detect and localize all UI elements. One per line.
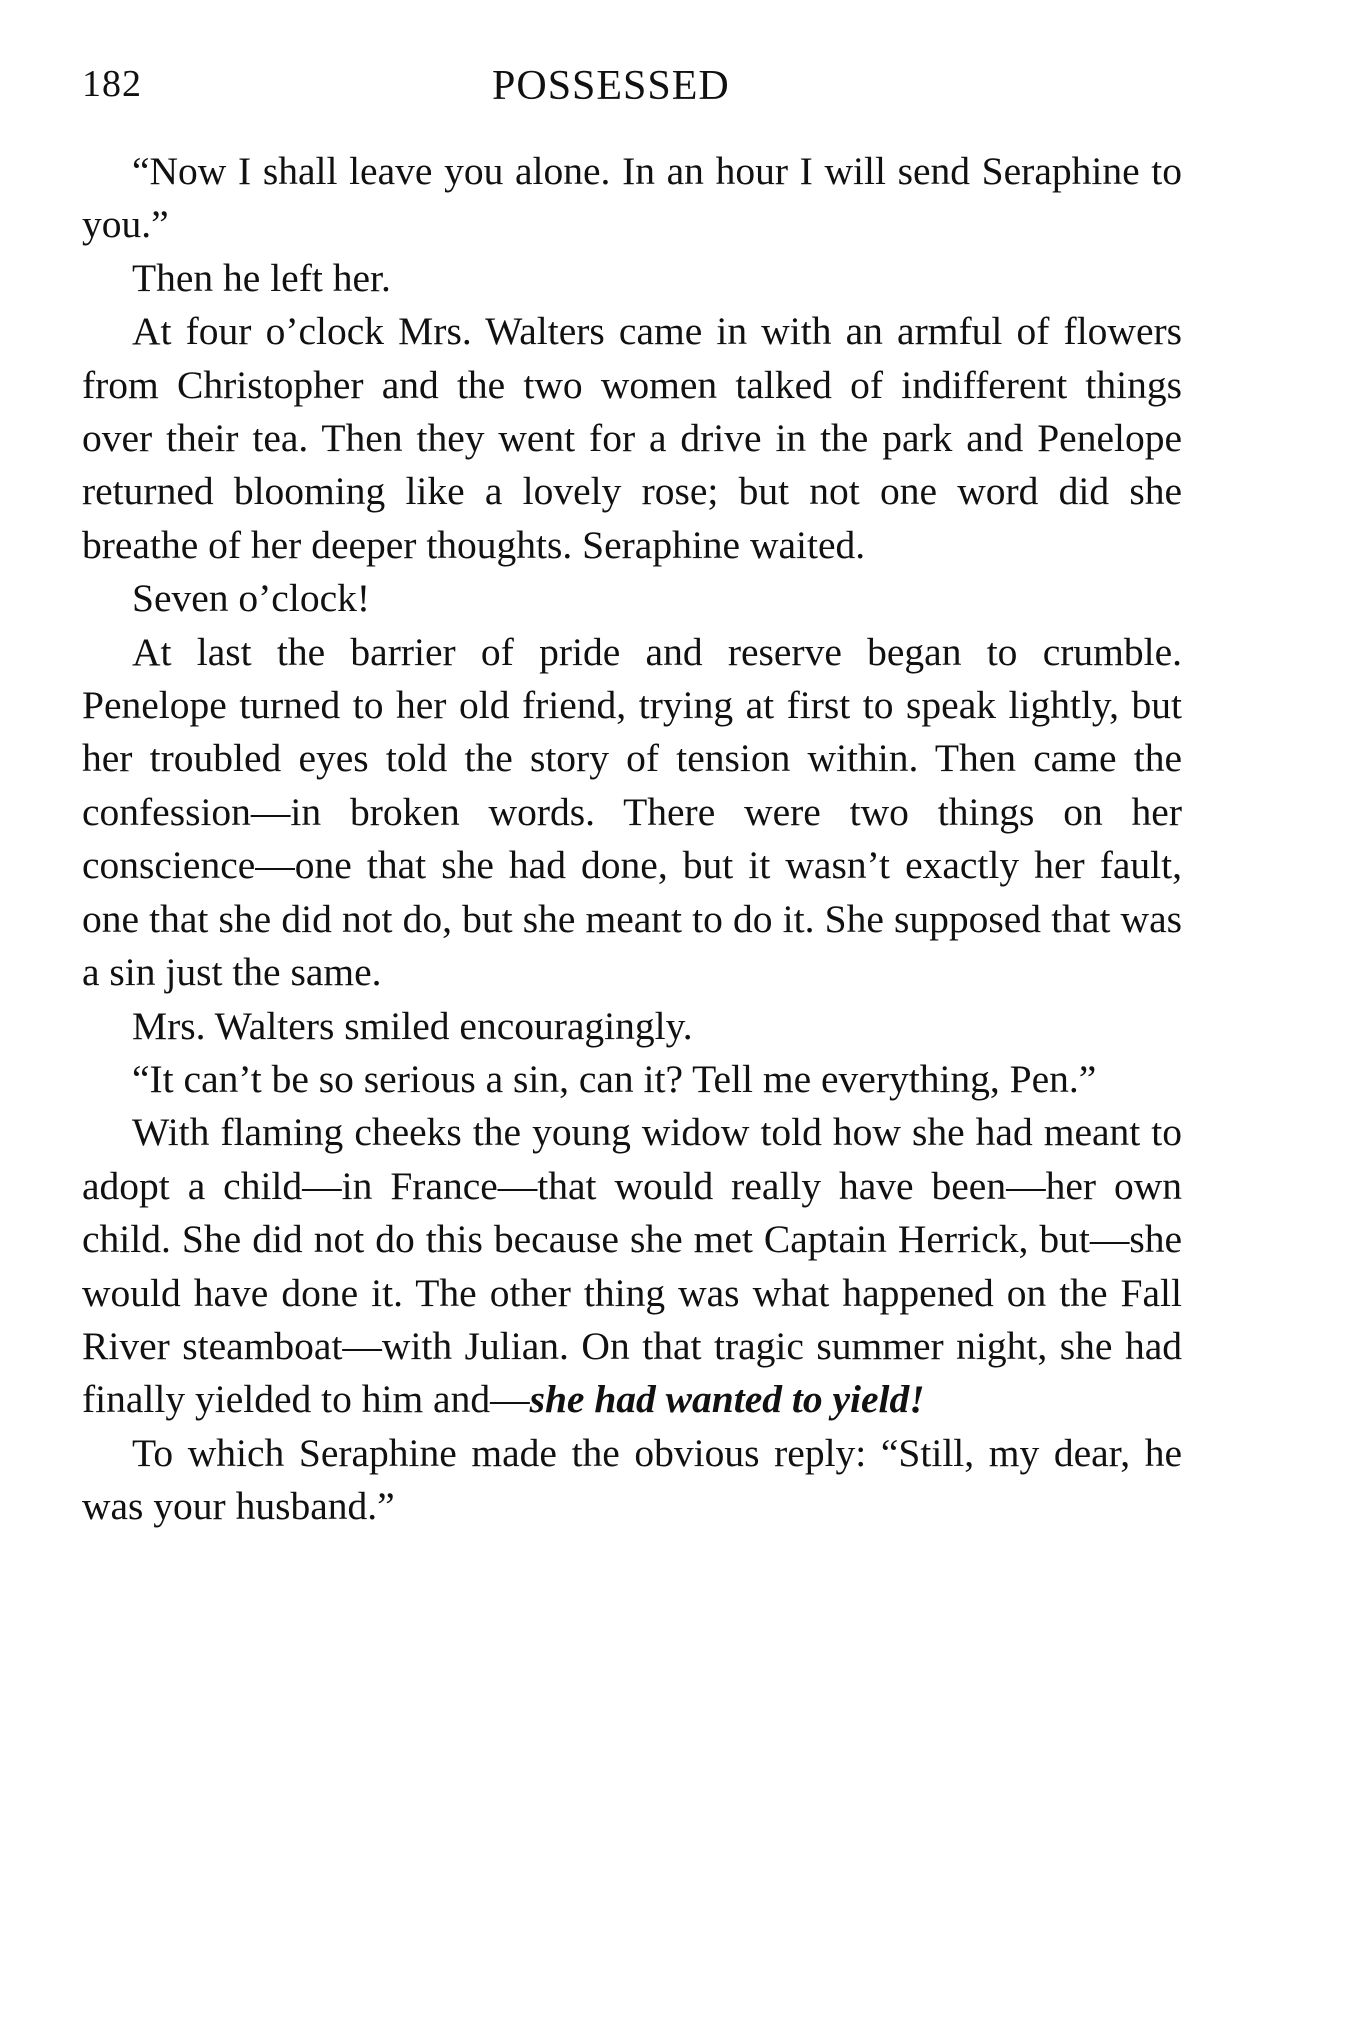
paragraph: At four o’clock Mrs. Walters came in with an armful of flowers from Christopher and the two women talked of indifferent things over their tea. Then they went for a drive in the park and Penelope returned blooming like a lovely rose; but not one word did she breathe of her deeper thoughts. Seraphine waited. <box>82 309 1182 567</box>
paragraph: To which Seraphine made the obvious reply: “Still, my dear, he was your husband.” <box>82 1430 1182 1529</box>
paragraph: “It can’t be so serious a sin, can it? Tell me everything, Pen.” <box>132 1056 1097 1101</box>
paragraph-text: With flaming cheeks the young widow told how she had meant to adopt a child—in France—that would really have been—her own child. She did not do this because she met Captain Herrick, but—she would have done it. The other thing was what happened on the Fall River steamboat—with Julian. On that tragic summer night, she had finally yielded to him and— <box>82 1110 1182 1422</box>
paragraph: At last the barrier of pride and reserve began to crumble. Penelope turned to her old friend, trying at first to speak lightly, but her troubled eyes told the story of tension within. Then came the confession—in broken words. There were two things on her conscience—one that she had done, but it wasn’t exactly her fault, one that she did not do, but she meant to do it. She supposed that was a sin just the same. <box>82 629 1182 995</box>
paragraph: Mrs. Walters smiled encouragingly. <box>132 1003 693 1048</box>
page-header <box>82 62 1212 122</box>
paragraph: “Now I shall leave you alone. In an hour I will send Seraphine to you.” <box>82 149 1182 247</box>
paragraph <box>82 1106 1182 1426</box>
body-text <box>82 145 1182 1534</box>
running-head: POSSESSED <box>492 63 730 109</box>
paragraph: Then he left her. <box>132 255 391 300</box>
paragraph: Seven o’clock! <box>132 576 371 621</box>
emphasized-text: she had wanted to yield! <box>529 1377 925 1422</box>
page-number: 182 <box>82 63 142 105</box>
